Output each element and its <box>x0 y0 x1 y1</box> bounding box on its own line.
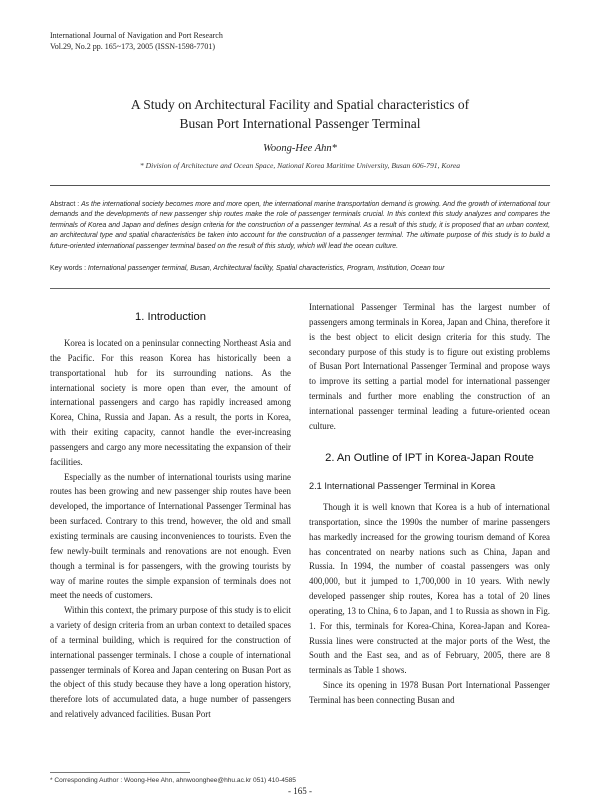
keywords-bottom-rule <box>50 288 550 289</box>
paragraph: Since its opening in 1978 Busan Port International Passenger Terminal has been connecting Busan and <box>309 680 550 705</box>
journal-volume: Vol.29, No.2 pp. 165~173, 2005 (ISSN-1598-7701) <box>50 42 216 51</box>
paragraph: Though it is well known that Korea is a hub of international transportation, since the 1990s the number of marine passengers has markedly increased for the growing tourism demand of Korea has concentrated on nearby nations such as China, Japan and Russia. In 1994, the number of coastal passengers was only 400,000, but it jumped to 1,700,000 in 10 years. With newly developed passenger ship routes, Korea has a total of 20 lines operating, 13 to China, 6 to Japan, and 1 to Russia as shown in Fig. 1. For this, terminals for Korea-China, Korea-Japan and Korea-Russia lines were constructed at the major ports of the West, the South and the East sea, and as of February, 2005, there are 8 terminals as Table 1 shows. <box>309 502 550 676</box>
keywords-block <box>50 264 560 274</box>
author-affiliation: * Division of Architecture and Ocean Space, National Korea Maritime University, Busan 606-791, Korea <box>139 161 461 170</box>
footnote-rule <box>50 772 190 773</box>
paper-title <box>40 95 560 133</box>
abstract-top-rule <box>50 185 550 186</box>
paragraph: Korea is located on a peninsular connecting Northeast Asia and the Pacific. For this reason Korea has historically been a transportational hub for its surrounding nations. As the international society is more open than ever, the amount of international passengers and cargo has rapidly increased among Korea, China, Russia and Japan. As a result, the ports in Korea, with their exiting capacity, cannot handle the ever-increasing passengers and cargo any more necessitating the expansion of their facilities. <box>50 338 291 467</box>
abstract-label: Abstract : <box>50 201 82 208</box>
left-column <box>50 336 291 722</box>
section-heading-outline: 2. An Outline of IPT in Korea-Japan Route <box>325 452 534 464</box>
journal-name: International Journal of Navigation and Port Research <box>50 31 223 40</box>
section-heading-introduction: 1. Introduction <box>135 311 206 323</box>
paragraph: Within this context, the primary purpose of this study is to elicit a variety of design criteria from an urban context to detailed spaces of a terminal building, which is required for the construction of international passenger terminals. I chose a couple of international passenger terminals of Korea and Japan centering on Busan Port as the object of this study because they have a long operation history, therefore lots of accumulated data, a huge number of passengers and relatively advanced facilities. Busan Port <box>50 605 291 720</box>
title-line-2: Busan Port International Passenger Terminal <box>179 116 421 131</box>
journal-header <box>50 30 223 52</box>
author-name: Woong-Hee Ahn* <box>263 143 337 154</box>
abstract-text: As the international society becomes more and more open, the international marine transportation demand is growing. And the growth of international tour demands and the developments of new passenger ship routes make the role of passenger terminals crucial. In this context this study analyzes and compares the terminals of Korea and Japan and defines design criteria for the construction of a passenger terminal. As a result of this study, it is proposed that an urban context, an architectural type and spatial characteristics be taken into account for the construction of a passenger terminal. The ultimate purpose of this study is to build a future-oriented international passenger terminal based on the result of this study, which will lead the ocean culture. <box>50 201 550 250</box>
right-column-bottom <box>309 500 550 708</box>
title-line-1: A Study on Architectural Facility and Spatial characteristics of <box>130 97 470 112</box>
right-column-top <box>309 300 550 434</box>
page-number: - 165 - <box>288 786 312 796</box>
keywords-text: International passenger terminal, Busan, Architectural facility, Spatial characteristics, Program, Institution, Ocean tour <box>87 265 445 272</box>
corresponding-author-footnote: * Corresponding Author : Woong-Hee Ahn, ahnwoonghee@hhu.ac.kr 051) 410-4585 <box>50 777 296 784</box>
paragraph: International Passenger Terminal has the largest number of passengers among terminals in Korea, Japan and China, therefore it is the best object to elicit design criteria for this study. The secondary purpose of this study is to figure out existing problems of Busan Port International Passenger Terminal and propose ways to improve its setting a partial model for international passenger terminals and further more enabling the construction of an international passenger terminal leading a future-oriented ocean culture. <box>309 302 550 431</box>
abstract-block <box>50 200 550 252</box>
keywords-label: Key words : <box>50 265 88 272</box>
subsection-heading: 2.1 International Passenger Terminal in Korea <box>309 481 496 491</box>
paragraph: Especially as the number of international tourists using marine routes has been growing and new passenger ship routes have been developed, the importance of International Passenger Terminal has been surfaced. Contrary to this trend, however, the old and small existing terminals are causing inconveniences to tourists. Even the few newly-built terminals and renovations are not enough. Even though a terminal is for passengers, with the growing tourists by way of marine routes the simple expansion of terminals does not meet the needs of customers. <box>50 471 291 601</box>
